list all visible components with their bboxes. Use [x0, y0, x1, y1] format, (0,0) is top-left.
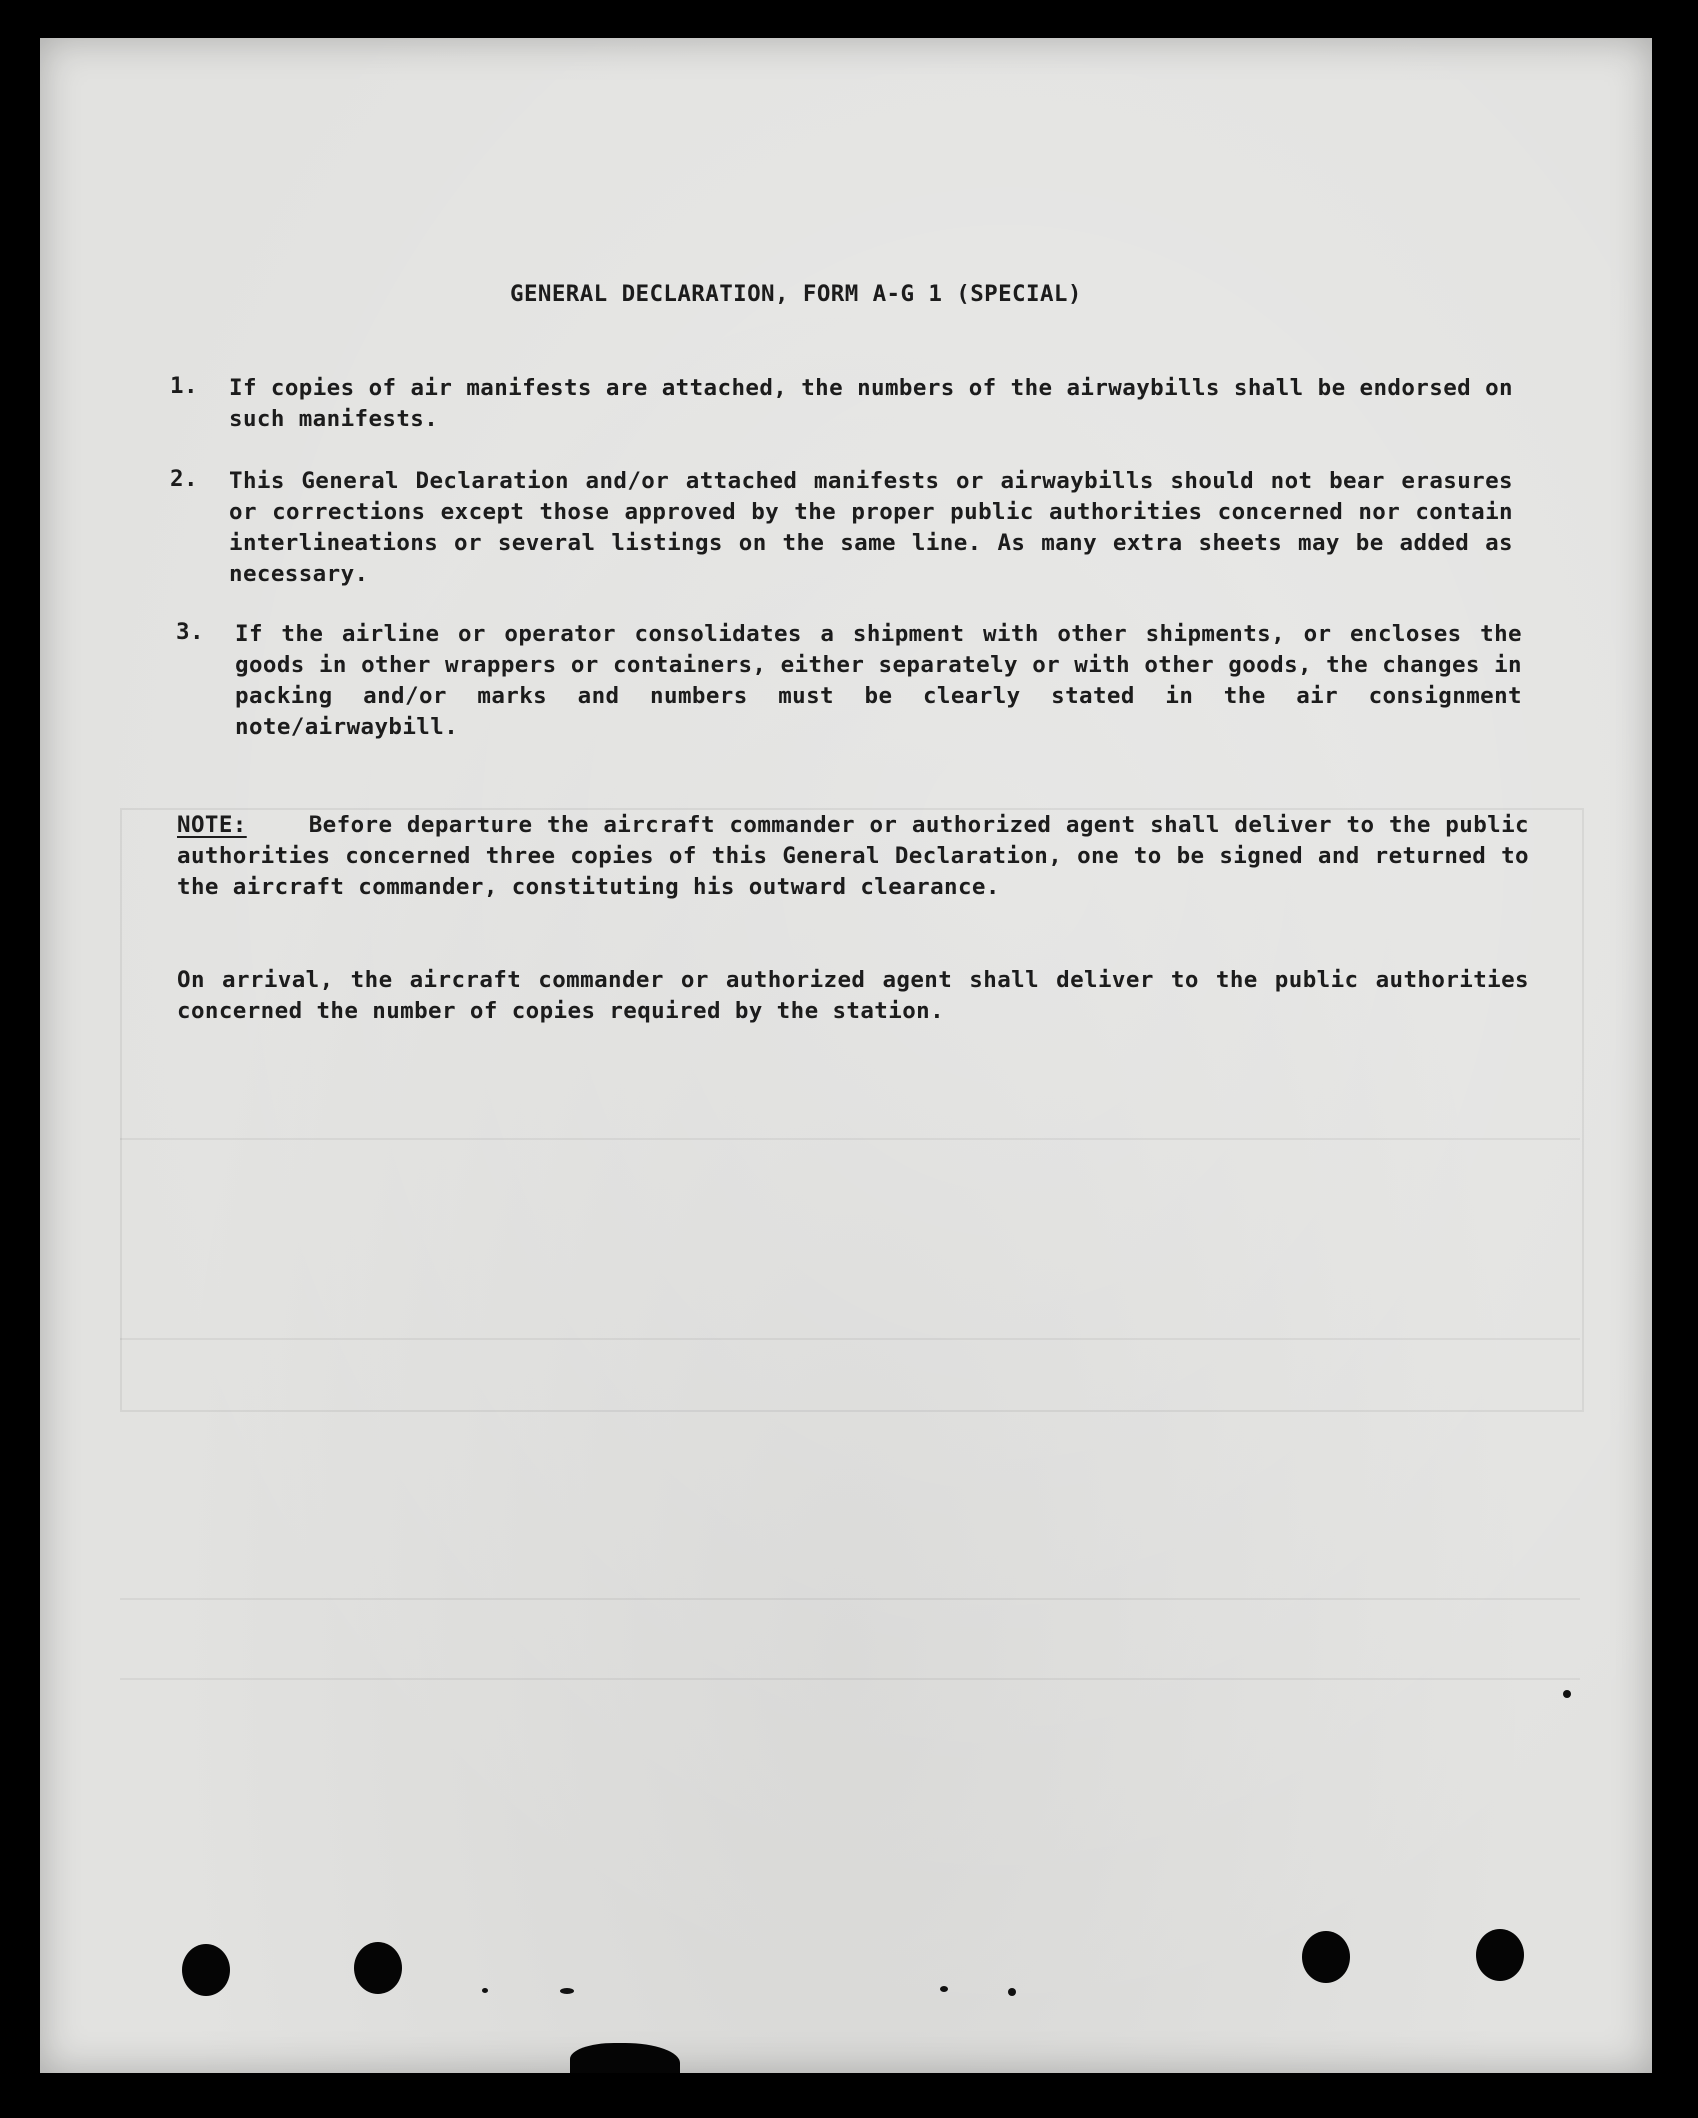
ink-speck	[940, 1986, 948, 1992]
ink-speck	[1008, 1988, 1016, 1996]
bleed-through-line	[120, 1338, 1580, 1340]
punch-hole	[354, 1942, 402, 1994]
document-page	[40, 38, 1652, 2073]
ink-speck	[1563, 1690, 1571, 1698]
arrival-paragraph: On arrival, the aircraft commander or authorized agent shall deliver to the public authorities concerned the number of copies required by the station.	[177, 967, 1529, 1024]
note-label: NOTE:	[177, 812, 247, 838]
bleed-through-line	[120, 1598, 1580, 1600]
bleed-through-line	[120, 1678, 1580, 1680]
item-text: If the airline or operator consolidates a shipment with other shipments, or encloses the goods in other wrappers or containers, either separately or with other goods, the changes in packing and/or marks and numbers must be clearly stated in the air consignment note/airwaybill.	[235, 621, 1522, 740]
punch-hole	[1476, 1929, 1524, 1981]
item-text: This General Declaration and/or attached manifests or airwaybills should not bear erasures or corrections except those approved by the proper public authorities concerned nor contain interlineations or several listings on the same line. As many extra sheets may be added as necessary.	[229, 468, 1513, 587]
note-paragraph	[177, 810, 1529, 903]
punch-hole	[1302, 1931, 1350, 1983]
item-number: 2.	[170, 466, 198, 492]
item-number: 3.	[176, 619, 204, 645]
paper-tear	[570, 2043, 680, 2073]
item-number: 1.	[170, 373, 198, 399]
punch-hole	[182, 1944, 230, 1996]
ink-speck	[482, 1988, 488, 1993]
note-text: Before departure the aircraft commander or authorized agent shall deliver to the public authorities concerned three copies of this General Declaration, one to be signed and returned to the aircraft commander, constituting his outward clearance.	[177, 812, 1529, 900]
document-title: GENERAL DECLARATION, FORM A-G 1 (SPECIAL)	[510, 281, 1082, 307]
ink-speck	[560, 1988, 574, 1994]
item-text: If copies of air manifests are attached, the numbers of the airwaybills shall be endorsed on such manifests.	[229, 375, 1513, 432]
bleed-through-line	[120, 1138, 1580, 1140]
